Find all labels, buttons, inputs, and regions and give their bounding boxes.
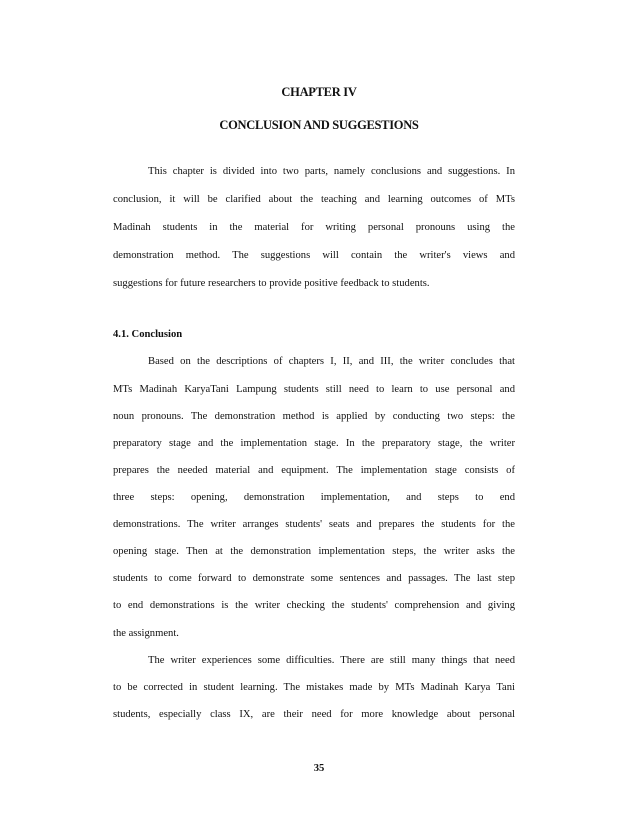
conclusion-line: prepares the needed material and equipment. The implementation stage consists of xyxy=(113,465,515,476)
conclusion-line: noun pronouns. The demonstration method is applied by conducting two steps: the xyxy=(113,411,515,422)
page-number: 35 xyxy=(313,763,325,774)
conclusion-line: demonstrations. The writer arranges students' seats and prepares the students for the xyxy=(113,519,515,530)
difficulty-line: students, especially class IX, are their need for more knowledge about personal xyxy=(113,709,515,720)
conclusion-line: to end demonstrations is the writer checking the students' comprehension and giving xyxy=(113,600,515,611)
difficulty-line: The writer experiences some difficulties. There are still many things that need xyxy=(148,655,515,666)
conclusion-line: students to come forward to demonstrate some sentences and passages. The last step xyxy=(113,573,515,584)
conclusion-line: MTs Madinah KaryaTani Lampung students still need to learn to use personal and xyxy=(113,384,515,395)
conclusion-line: Based on the descriptions of chapters I, II, and III, the writer concludes that xyxy=(148,356,515,367)
chapter-number: CHAPTER IV xyxy=(281,85,357,99)
section-heading: 4.1. Conclusion xyxy=(113,329,183,340)
intro-line: This chapter is divided into two parts, namely conclusions and suggestions. In xyxy=(148,166,515,177)
conclusion-line: the assignment. xyxy=(113,628,179,639)
conclusion-line: preparatory stage and the implementation stage. In the preparatory stage, the writer xyxy=(113,438,515,449)
conclusion-line: three steps: opening, demonstration implementation, and steps to end xyxy=(113,492,515,503)
intro-line: suggestions for future researchers to provide positive feedback to students. xyxy=(113,278,430,289)
intro-line: demonstration method. The suggestions will contain the writer's views and xyxy=(113,250,515,261)
intro-line: conclusion, it will be clarified about the teaching and learning outcomes of MTs xyxy=(113,194,515,205)
intro-line: Madinah students in the material for writing personal pronouns using the xyxy=(113,222,515,233)
conclusion-line: opening stage. Then at the demonstration implementation steps, the writer asks the xyxy=(113,546,515,557)
difficulty-line: to be corrected in student learning. The mistakes made by MTs Madinah Karya Tani xyxy=(113,682,515,693)
chapter-title: CONCLUSION AND SUGGESTIONS xyxy=(219,118,419,132)
